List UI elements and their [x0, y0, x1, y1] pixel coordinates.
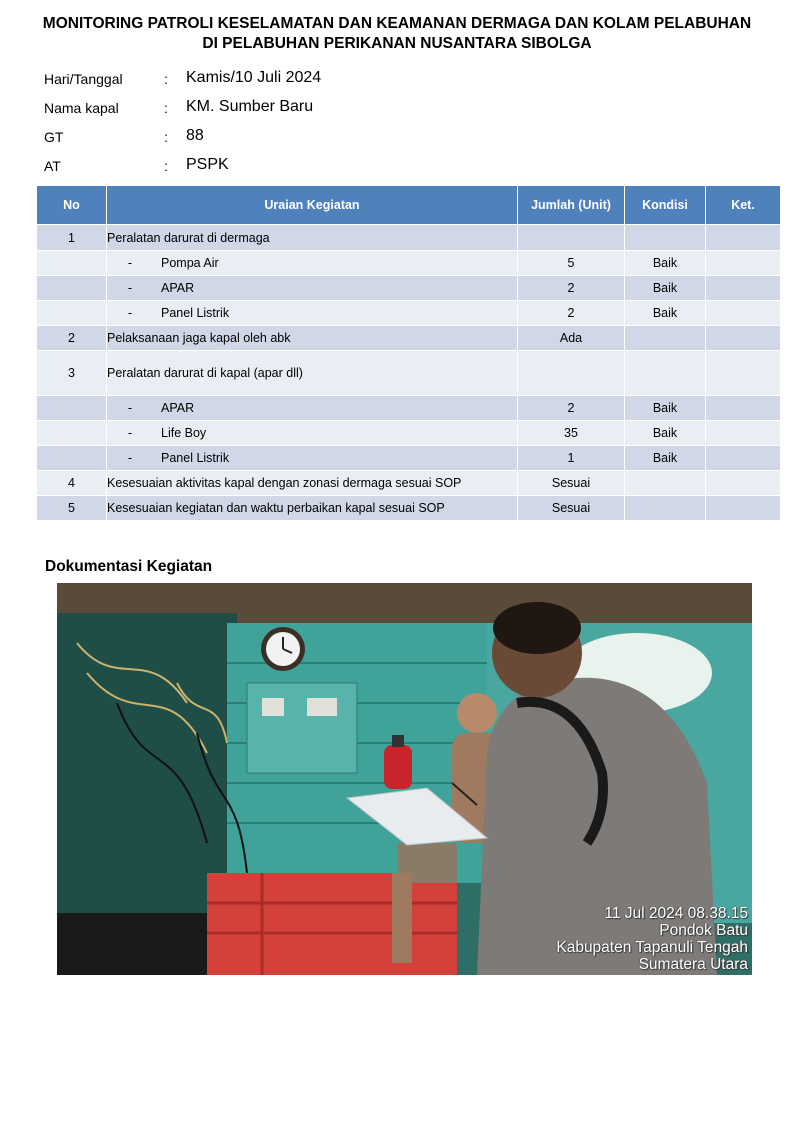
cell-kondisi: [625, 496, 706, 521]
item-dash: -: [127, 451, 133, 465]
cell-jumlah: [518, 351, 625, 396]
info-row-gt: [44, 124, 444, 153]
cell-ket: [706, 351, 781, 396]
cell-kondisi: Baik: [625, 251, 706, 276]
cell-jumlah: 2: [518, 396, 625, 421]
info-label: GT: [44, 129, 64, 145]
activity-table: [36, 185, 781, 521]
item-label: Pompa Air: [161, 256, 219, 270]
cell-no: [37, 421, 107, 446]
cell-no: 4: [37, 471, 107, 496]
table-row: [37, 251, 781, 276]
cell-ket: [706, 471, 781, 496]
stamp-location: Pondok Batu: [659, 922, 748, 939]
cell-uraian: Peralatan darurat di kapal (apar dll): [107, 351, 518, 396]
cell-no: [37, 396, 107, 421]
cell-ket: [706, 421, 781, 446]
table-row: [37, 301, 781, 326]
cell-ket: [706, 251, 781, 276]
cell-ket: [706, 446, 781, 471]
info-label: Nama kapal: [44, 100, 119, 116]
cell-jumlah: Ada: [518, 326, 625, 351]
info-block: [44, 66, 444, 182]
info-value: KM. Sumber Baru: [186, 98, 314, 115]
cell-uraian: [107, 276, 518, 301]
cell-uraian: [107, 421, 518, 446]
cell-jumlah: 2: [518, 276, 625, 301]
item-dash: -: [127, 306, 133, 320]
table-header-row: [37, 186, 781, 225]
cell-jumlah: [518, 225, 625, 251]
cell-jumlah: 2: [518, 301, 625, 326]
item-dash: -: [127, 281, 133, 295]
cell-jumlah: Sesuai: [518, 496, 625, 521]
item-dash: -: [127, 256, 133, 270]
item-label: Life Boy: [161, 426, 207, 440]
info-row-at: [44, 153, 444, 182]
table-row: [37, 225, 781, 251]
table-row: [37, 496, 781, 521]
cell-uraian: [107, 251, 518, 276]
stamp-datetime: 11 Jul 2024 08.38.15: [604, 905, 748, 922]
cell-jumlah: 1: [518, 446, 625, 471]
title-line-2: DI PELABUHAN PERIKANAN NUSANTARA SIBOLGA: [202, 35, 592, 52]
info-row-ship-name: [44, 95, 444, 124]
cell-no: 3: [37, 351, 107, 396]
stamp-province: Sumatera Utara: [638, 956, 748, 973]
info-label: Hari/Tanggal: [44, 71, 123, 87]
table-row: [37, 396, 781, 421]
stamp-regency: Kabupaten Tapanuli Tengah: [556, 939, 748, 956]
cell-ket: [706, 301, 781, 326]
cell-ket: [706, 225, 781, 251]
item-label: Panel Listrik: [161, 451, 230, 465]
cell-jumlah: 35: [518, 421, 625, 446]
cell-kondisi: Baik: [625, 421, 706, 446]
cell-uraian: Pelaksanaan jaga kapal oleh abk: [107, 326, 518, 351]
info-value: 88: [186, 127, 204, 144]
cell-kondisi: Baik: [625, 396, 706, 421]
table-row: [37, 471, 781, 496]
table-row: [37, 326, 781, 351]
info-value: Kamis/10 Juli 2024: [186, 69, 322, 86]
cell-uraian: Kesesuaian aktivitas kapal dengan zonasi dermaga sesuai SOP: [107, 471, 518, 496]
table-row: [37, 421, 781, 446]
cell-no: 2: [37, 326, 107, 351]
cell-jumlah: Sesuai: [518, 471, 625, 496]
cell-no: 1: [37, 225, 107, 251]
cell-kondisi: Baik: [625, 446, 706, 471]
documentation-title: Dokumentasi Kegiatan: [45, 558, 213, 575]
cell-kondisi: [625, 471, 706, 496]
table-row: [37, 446, 781, 471]
title-line-1: MONITORING PATROLI KESELAMATAN DAN KEAMANAN DERMAGA DAN KOLAM PELABUHAN: [42, 15, 752, 32]
item-dash: -: [127, 426, 133, 440]
info-label: AT: [44, 158, 61, 174]
cell-uraian: [107, 301, 518, 326]
header-jumlah: Jumlah (Unit): [518, 186, 625, 225]
activity-photo: [57, 583, 752, 975]
info-colon: :: [164, 129, 168, 145]
cell-no: [37, 446, 107, 471]
document-title: [0, 14, 794, 54]
item-label: Panel Listrik: [161, 306, 230, 320]
item-label: APAR: [161, 401, 195, 415]
cell-kondisi: [625, 351, 706, 396]
info-value: PSPK: [186, 156, 229, 173]
cell-ket: [706, 326, 781, 351]
cell-kondisi: Baik: [625, 301, 706, 326]
cell-no: [37, 276, 107, 301]
info-colon: :: [164, 100, 168, 116]
info-colon: :: [164, 158, 168, 174]
cell-no: [37, 301, 107, 326]
cell-uraian: [107, 446, 518, 471]
cell-ket: [706, 396, 781, 421]
header-uraian: Uraian Kegiatan: [107, 186, 518, 225]
cell-ket: [706, 496, 781, 521]
photo-timestamp-stamp: [556, 905, 748, 973]
info-colon: :: [164, 71, 168, 87]
cell-kondisi: [625, 326, 706, 351]
table-row: [37, 276, 781, 301]
item-dash: -: [127, 401, 133, 415]
header-ket: Ket.: [706, 186, 781, 225]
item-label: APAR: [161, 281, 195, 295]
header-no: No: [37, 186, 107, 225]
info-row-date: [44, 66, 444, 95]
header-kondisi: Kondisi: [625, 186, 706, 225]
cell-uraian: Peralatan darurat di dermaga: [107, 225, 518, 251]
cell-ket: [706, 276, 781, 301]
table-row: [37, 351, 781, 396]
cell-uraian: [107, 396, 518, 421]
cell-no: [37, 251, 107, 276]
cell-no: 5: [37, 496, 107, 521]
cell-uraian: Kesesuaian kegiatan dan waktu perbaikan kapal sesuai SOP: [107, 496, 518, 521]
cell-kondisi: [625, 225, 706, 251]
cell-jumlah: 5: [518, 251, 625, 276]
cell-kondisi: Baik: [625, 276, 706, 301]
